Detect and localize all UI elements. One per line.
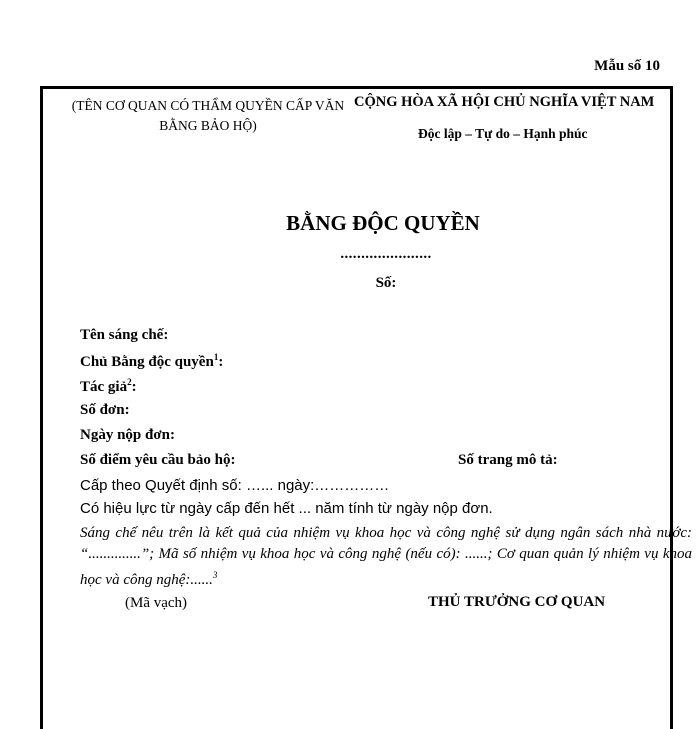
national-motto: Độc lập – Tự do – Hạnh phúc bbox=[418, 126, 588, 141]
owner-colon: : bbox=[218, 354, 224, 370]
author-field bbox=[80, 377, 137, 396]
note-footnote-ref: 3 bbox=[212, 570, 218, 580]
national-title: CỘNG HÒA XÃ HỘI CHỦ NGHĨA VIỆT NAM bbox=[354, 94, 655, 110]
invention-name-field: Tên sáng chế: bbox=[80, 327, 169, 343]
barcode-placeholder: (Mã vạch) bbox=[125, 595, 188, 611]
author-footnote-ref: 2 bbox=[127, 377, 132, 387]
decision-line: Cấp theo Quyết định số: …... ngày:…………… bbox=[80, 477, 390, 494]
form-number: Mẫu số 10 bbox=[594, 58, 660, 74]
agency-head-signature-title: THỦ TRƯỞNG CƠ QUAN bbox=[428, 594, 606, 610]
certificate-title: BẰNG ĐỘC QUYỀN bbox=[286, 211, 480, 235]
owner-field bbox=[80, 352, 223, 371]
application-number-field: Số đơn: bbox=[80, 402, 130, 418]
author-colon: : bbox=[131, 379, 137, 395]
claims-count-field: Số điểm yêu cầu bảo hộ: bbox=[80, 452, 236, 468]
validity-line: Có hiệu lực từ ngày cấp đến hết ... năm tính từ ngày nộp đơn. bbox=[80, 500, 493, 517]
author-label: Tác giả bbox=[80, 379, 128, 395]
title-dots: ...................... bbox=[340, 246, 432, 262]
issuing-agency-placeholder: (TÊN CƠ QUAN CÓ THẨM QUYỀN CẤP VĂN BẰNG BẢO HỘ) bbox=[71, 98, 345, 133]
owner-footnote-ref: 1 bbox=[213, 352, 219, 362]
certificate-frame bbox=[40, 86, 673, 729]
state-budget-note-text: Sáng chế nêu trên là kết quả của nhiệm vụ khoa học và công nghệ sử dụng ngân sách nhà nước: “..............”; Mã số nhiệm vụ khoa học và công nghệ (nếu có): ......; Cơ quan quản lý nhiệm vụ khoa học và công nghệ:...... bbox=[80, 525, 692, 588]
filing-date-field: Ngày nộp đơn: bbox=[80, 427, 176, 443]
state-budget-note bbox=[80, 523, 692, 591]
certificate-number-label: Số: bbox=[375, 275, 397, 291]
owner-label: Chủ Bằng độc quyền bbox=[80, 354, 214, 370]
description-pages-field: Số trang mô tả: bbox=[458, 452, 558, 468]
